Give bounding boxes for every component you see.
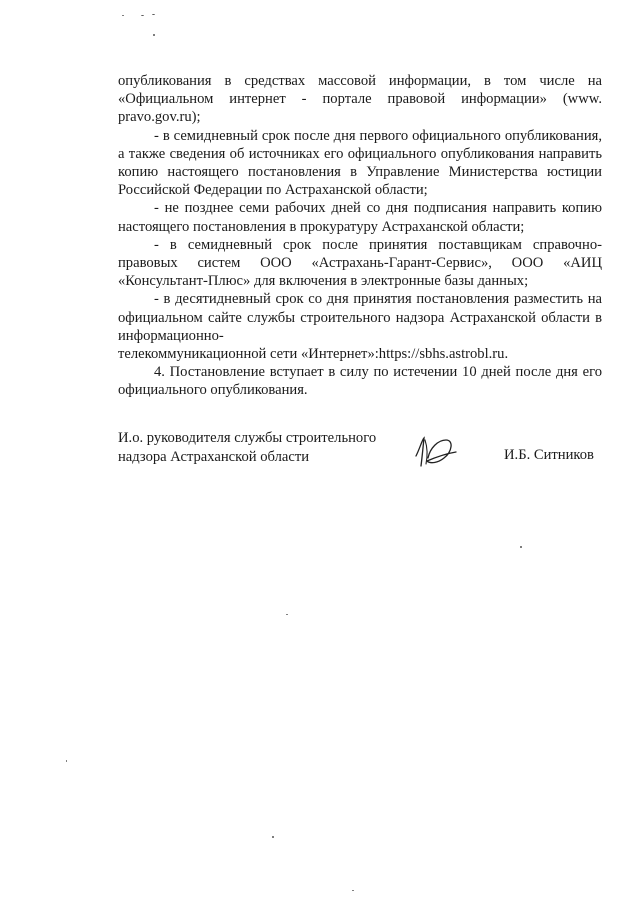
paragraph-effective-date: 4. Постановление вступает в силу по истечении 10 дней после дня его официального опубликования. xyxy=(118,364,602,399)
signatory-position-line2: надзора Астраханской области xyxy=(118,449,310,465)
paragraph-website: - в десятидневный срок со дня принятия постановления разместить на официальном сайте службы строительного надзора Астраханской области в информационно- xyxy=(118,291,602,344)
handwritten-signature xyxy=(412,434,460,468)
scan-speck xyxy=(352,890,354,891)
scan-speck xyxy=(122,15,124,16)
paragraph-justice-ministry: - в семидневный срок после дня первого официального опубликования, а также сведения об источниках его официального опубликования направить копию настоящего постановления в Управление Министерства юстиции Российской Федерации по Астраханской области; xyxy=(118,127,602,199)
signatory-position xyxy=(118,429,376,467)
document-body xyxy=(118,72,602,400)
scan-speck xyxy=(286,614,288,615)
paragraph-website-url: телекоммуникационной сети «Интернет»:https://sbhs.astrobl.ru. xyxy=(118,346,509,363)
scan-speck xyxy=(153,34,155,36)
signatory-position-line1: И.о. руководителя службы строительного xyxy=(118,430,377,446)
paragraph-legal-systems: - в семидневный срок после принятия поставщикам справочно-правовых систем ООО «Астрахань-Гарант-Сервис», ООО «АИЦ «Консультант-Плюс» для включения в электронные базы данных; xyxy=(118,236,602,290)
scan-speck xyxy=(152,14,155,15)
scan-speck xyxy=(141,15,144,16)
scan-speck xyxy=(272,836,274,838)
scan-speck xyxy=(520,546,522,548)
paragraph-prosecutor: - не позднее семи рабочих дней со дня подписания направить копию настоящего постановления в прокуратуру Астраханской области; xyxy=(118,200,602,235)
signatory-name: И.Б. Ситников xyxy=(504,447,594,463)
scan-speck xyxy=(66,760,67,762)
paragraph-publication-continuation: опубликования в средствах массовой информации, в том числе на «Официальном интернет - портале правовой информации» (www. pravo.gov.ru); xyxy=(118,73,602,126)
